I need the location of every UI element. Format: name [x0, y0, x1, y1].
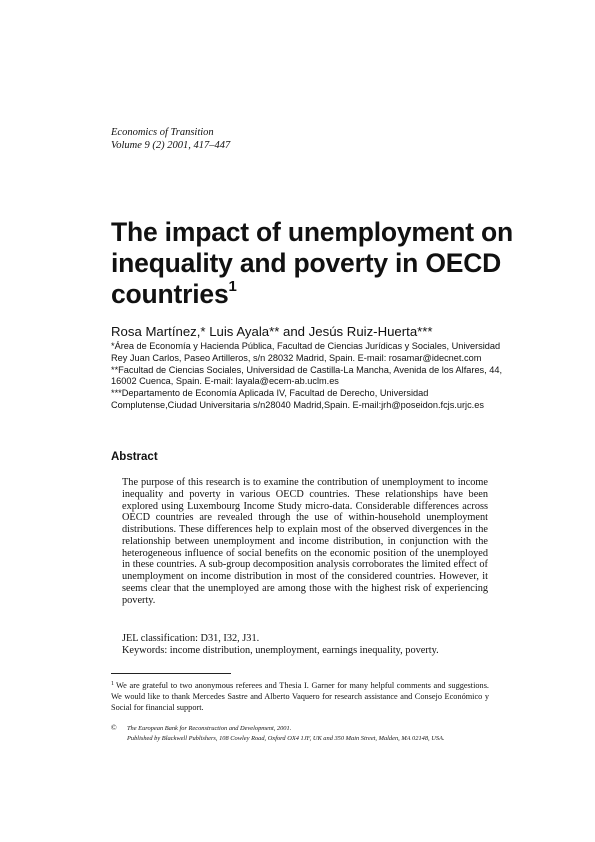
- journal-volume: Volume 9 (2) 2001, 417–447: [111, 139, 231, 151]
- footnote-divider: [111, 673, 231, 674]
- affiliation-2: **Facultad de Ciencias Sociales, Universidad de Castilla-La Mancha, Avenida de los Alfares, 44, 16002 Cuenca, Spain. E-mail: layala@ecem-ab.uclm.es: [111, 364, 503, 387]
- author-list: Rosa Martínez,* Luis Ayala** and Jesús Ruiz-Huerta***: [111, 324, 433, 339]
- abstract-text: The purpose of this research is to examine the contribution of unemployment to income inequality and poverty in various OECD countries. These relationships have been explored using Luxembourg Income Study micro-data. Considerable differences across OECD countries are revealed through the use of within-household unemployment distributions. These differences help to explain most of the observed divergences in the relationship between unemployment and income distribution, in conjunction with the heterogeneous influence of social benefits on the economic position of the unemployed in these countries. A sub-group decomposition analysis corroborates the limited effect of unemployment on income distribution in most of the considered countries. However, it seems clear that the unemployed are among those with the highest risk of experiencing poverty.: [122, 477, 488, 606]
- copyright-line-1: The European Bank for Reconstruction and Development, 2001.: [127, 725, 292, 732]
- copyright-line-2: Published by Blackwell Publishers, 108 Cowley Road, Oxford OX4 1JF, UK and 350 Main Street, Malden, MA 02148, USA.: [127, 734, 445, 742]
- article-title: The impact of unemployment on inequality and poverty in OECD countries: [111, 217, 514, 309]
- title-footnote-mark[interactable]: 1: [228, 278, 237, 295]
- affiliation-3: ***Departamento de Economía Aplicada IV, Facultad de Derecho, Universidad Complutense,Ciudad Universitaria s/n28040 Madrid,Spain. E-mail:jrh@poseidon.fcjs.urjc.es: [111, 388, 484, 410]
- copyright-notice: [111, 723, 511, 743]
- jel-classification: JEL classification: D31, I32, J31.: [122, 633, 260, 644]
- footnote-mark: 1: [111, 681, 114, 687]
- footnote-text: We are grateful to two anonymous referees and Thesia I. Garner for many helpful comments and suggestions. We would like to thank Mercedes Sastre and Alberto Vaquero for research assistance and Consejo Económico y Social for financial support.: [111, 681, 489, 712]
- classification-block: [122, 633, 488, 657]
- abstract-body: [122, 477, 488, 606]
- journal-name: Economics of Transition: [111, 127, 214, 138]
- affiliations: [111, 341, 511, 412]
- article-title-block: [111, 217, 531, 310]
- affiliation-1: *Área de Economía y Hacienda Pública, Facultad de Ciencias Jurídicas y Sociales, Universidad Rey Juan Carlos, Paseo Artilleros, s/n 28032 Madrid, Spain. E-mail: rosamar@idecnet.com: [111, 341, 501, 363]
- copyright-symbol: ©: [111, 723, 117, 732]
- footnote: [111, 681, 489, 713]
- journal-header: [111, 127, 230, 152]
- abstract-heading: Abstract: [111, 451, 158, 463]
- keywords: Keywords: income distribution, unemployment, earnings inequality, poverty.: [122, 645, 439, 656]
